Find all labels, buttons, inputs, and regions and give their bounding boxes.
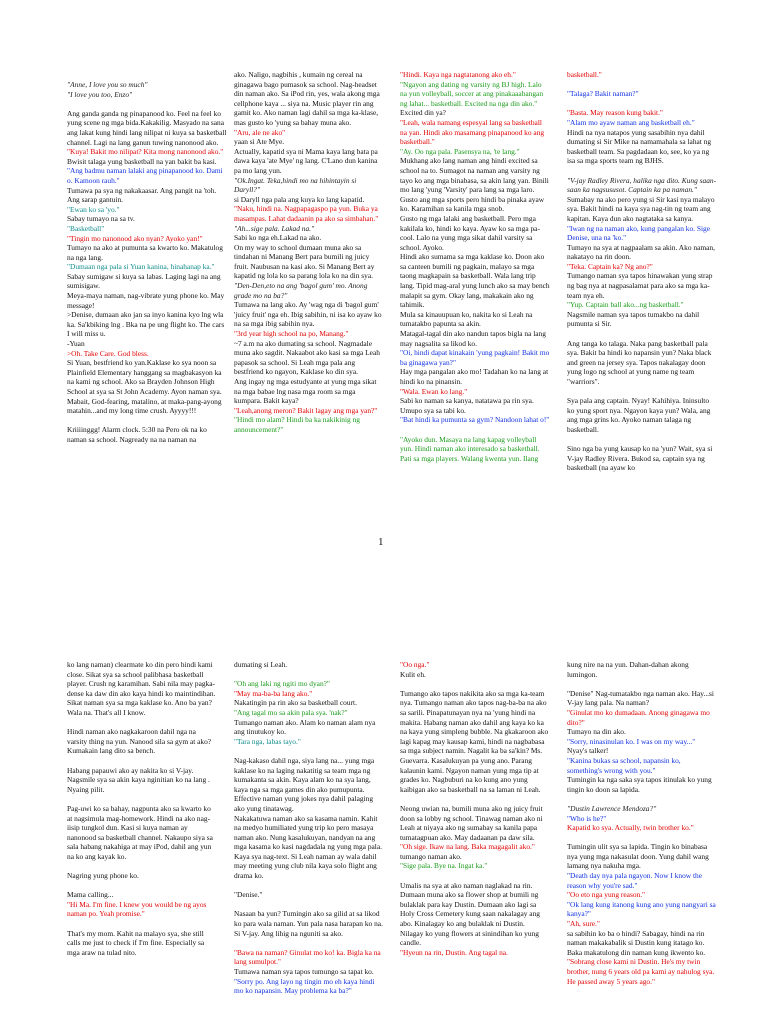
- text-line: "Denise" Nag-tumatakbo nga naman ako. Hay...si V-jay lang pala. Na naman?: [567, 688, 716, 708]
- text-line: "Ay. Oo nga pala. Pasensya na, 'te lang.": [400, 146, 520, 156]
- text-line: kung nire na na yun. Dahan-dahan akong lumingon.: [567, 660, 691, 679]
- text-line: Ang tanga ko talaga. Naka pang basketball pala sya. Bakit ba hindi ko napansin yun? Naka black and green na jersey sya. Tapos nakalagay doon yung logo ng school at yung name ng team "warriors".: [567, 338, 714, 386]
- text-line: "Basketball": [67, 223, 105, 233]
- text-line: [234, 670, 384, 680]
- text-line: "Ok lang kung itanong kung ano yung nangyari sa kanya?": [567, 899, 718, 919]
- text-line: "Dustin Lawrence Mendoza?": [567, 803, 657, 813]
- text-line: "Death day nya pala ngayon. Now I know the reason why you're sad.": [567, 871, 704, 890]
- text-line: "Oo eto nga yung reason.": [567, 890, 646, 900]
- text-line: "Tara nga, labas tayo.": [234, 736, 301, 746]
- text-line: Umalis na sya at ako naman naglakad na rin. Dumaan muna ako sa flower shop at bumili ng bulaklak para kay Dustin. Dumaan ako lagi sa Holy Cross Cemetery kung saan nakalagay ang abo. Kinalagay ko ang bulaklak ni Dustin. Nilagay ko yung flowers at sinindihan ko yung candle.: [400, 880, 542, 948]
- text-line: [400, 679, 550, 689]
- text-line: Nagsmile naman sya tapos tumakbo na dahil pumunta si Sir.: [567, 309, 702, 329]
- text-line: Tumawa naman sya tapos tumungo sa tapat ko.: [234, 967, 374, 976]
- text-line: "Who is he?": [567, 813, 607, 823]
- page2-column-1: [67, 660, 217, 1024]
- text-line: "Sorry po. Ang layo ng tingin mo eh kaya hindi mo ko napansin. May problema ka ba?": [234, 976, 377, 996]
- text-line: "Wala. Ewan ko lang.": [400, 386, 468, 396]
- text-line: >Oh. Take Care. God bless.: [67, 348, 149, 358]
- text-line: "Alam mo ayaw naman ang basketball eh.": [567, 117, 695, 127]
- text-line: "Oo nga.": [400, 660, 430, 669]
- text-line: Sya pala ang captain. Nyay! Kahihiya. Ininsulto ko yung sport nya. Ngayon kaya yun? Wala, ang ang mga grins ko. Ayoko naman talaga ng basketball.: [567, 396, 713, 434]
- page1-column-2: [234, 70, 384, 525]
- text-line: "Sorry, ninasinulan ko. I was on my way...": [567, 736, 696, 746]
- text-line: Tumingin ka nga saka sya tapos itinulak ko yung tingin ko doon sa lapida.: [567, 775, 714, 794]
- text-line: "Kanina bukas sa school, napansin ko, something's wrong with you.": [567, 755, 683, 775]
- text-line: [67, 756, 217, 766]
- text-line: "Oh sige. Ikaw na lang. Baka magagalit ako.": [400, 842, 535, 852]
- text-line: Sabi ko nga eh.Lakad na ako.: [234, 233, 322, 243]
- text-line: "Teka. Captain ka? Ng ano?": [567, 261, 653, 271]
- text-line: Bwisit talaga yung basketball na yan bakit ba kasi.: [67, 156, 217, 166]
- text-line: Ang ingay ng mga estudyante at yung mga sikat na mga babae lng nasa mga room sa mga kumpara. Bakit kaya?: [234, 377, 379, 406]
- text-line: [67, 919, 217, 929]
- text-line: [67, 718, 217, 728]
- text-line: "Ginulat mo ko dumadaan. Anong ginagawa mo dito?": [567, 707, 712, 727]
- text-line: "V-jay Radley Rivera, halika nga dito. Kung saan-saan ka nagsususot. Captain ka pa naman.": [567, 175, 717, 195]
- text-line: Sabay sumigaw si kuya sa labas. Laging lagi na ang sumisigaw.: [67, 271, 223, 291]
- text-line: Mukhang ako lang naman ang hindi excited sa school na to. Sumagot na naman ang varsity ng tayo ko ang mga binabasa, sa akin lang yan. Binili mo lang 'yung 'Varsity' para lang sa mga laro. Gusto ang mga sports pero hindi ba pinaka ayaw ko. Karamihan sa kanila mga snob.: [400, 156, 551, 214]
- text-line: "May ma-ba-ba lang ako.": [234, 688, 313, 698]
- text-line: Tumayo na ako at pumunta sa kwarto ko. Makatulog na nga lang.: [67, 243, 225, 262]
- text-line: On my way to school dumaan muna ako sa tindahan ni Manang Bert para bumili ng juicy fruit. Naubusan na kasi ako. Si Manang Bert ay kapatid ng lola ko sa parang lola ko na din sya.: [234, 242, 377, 281]
- page1-column-3: [400, 70, 550, 525]
- text-line: [67, 881, 217, 891]
- page2-column-4: [567, 660, 717, 1024]
- text-line: "Basta. May reason kung bakit.": [567, 108, 663, 118]
- text-line: Sumabay na ako pero yung si Sir kasi nya malayo sya. Bakit hindi na kaya sya nag-tin ng team ang kapitan. Kaya dun ako nagtataka sa kanya.: [567, 194, 717, 223]
- text-line: "Oh ang laki ng ngiti mo dyan?": [234, 679, 330, 689]
- text-line: Gusto ng mga lalaki ang basketball. Pero mga kakilala ko, hindi ko kaya. Ayaw ko sa mga pa-cool. Lalo na yung mga sikat dahil varsity sa school. Ayoko.: [400, 213, 540, 252]
- text-line: "Denise.": [234, 890, 263, 900]
- text-line: Hay mga pangalan ako mo! Tadahan ko na lang at hindi ko na pinansin.: [400, 367, 550, 386]
- text-line: Matagal-tagal din ako nandun tapos bigla na lang may nagsalita sa likod ko.: [400, 329, 548, 348]
- text-line: Tumawa na lang ako. Ay 'wag nga di 'bagol gum' 'juicy fruit' nga eh. Ibig sabihin, ni isa ko ayaw ko na sa mga ibig sabihin nya.: [234, 300, 384, 329]
- text-line: Tumingin ulit sya sa lapida. Tingin ko binabasa nya yung mga nakasulat doon. Yung dahil wang lamang nya nakuha mga.: [567, 842, 711, 871]
- text-line: "Oi, hindi dapat kinakain 'yung pagkain! Bakit mo ba ginagawa yan?": [400, 348, 552, 367]
- text-line: Nagring yung phone ko.: [67, 871, 139, 881]
- text-line: sa sabihin ko ba o hindi? Sabagay, hindi na rin naman makakabalik si Dustin kung itatago ko. Baka makatulong din naman kung ikwento ko.: [567, 928, 707, 957]
- text-line: "Hyeun na rin, Dustin. Ang tagal na.: [400, 947, 508, 957]
- page-number: 1: [378, 536, 384, 548]
- text-line: Pag-uwi ko sa bahay, nagpunta ako sa kwarto ko at nagsimula mag-homework. Hindi na ako nag-iisip tungkol dun. Kasi si kuya naman ay nanonood sa basketball channel. Nakaupo siya sa sala habang nakahiga at may iPod, dahil ang yun na ko ang kayak ko.: [67, 803, 215, 861]
- text-line: "Ewan ko sa 'yo.": [67, 204, 120, 214]
- text-line: "Ah...sige pala. Lakad na.": [234, 223, 315, 233]
- text-line: Meya-maya naman, nag-vibrate yung phone ko. May message!: [67, 291, 227, 310]
- text-line: [67, 794, 217, 804]
- text-line: [400, 794, 550, 804]
- text-line: si Daryll nga pala ang kuya ko lang kapatid.: [234, 194, 365, 204]
- text-line: "Ah, sure.": [567, 919, 600, 929]
- page2-column-3: [400, 660, 550, 1024]
- page1-column-1: [67, 80, 227, 535]
- text-line: [567, 80, 717, 90]
- text-line: Kapatid ko sya. Actually, twin brother ko.": [567, 823, 694, 833]
- text-line: Nag-kakaso dahil nga, siya lang na... yung mga kaklase ko na laging nakatitig sa team mga ng kumakanta sa akin. Kaya alam ko na sya lang, kaya nga sa mga games din ako pumupunta. Effective naman yung jokes nya dahil palaging ako yung tinatawag.: [234, 755, 377, 813]
- text-line: Tumango naman ako. Alam ko naman alam nya ang tinutukoy ko.: [234, 717, 378, 737]
- text-line: Umupo sya sa tabi ko.: [400, 405, 466, 415]
- text-line: >Denise, dumaan ako jan sa inyo kanina kyo lng wla ka. Sa'kbiking lng . Bka na pe ung flight ko. The cars I will miss u.: [67, 310, 227, 339]
- text-line: "Bawa na naman? Ginulat mo ko! ka. Bigla ka na lang sumulpot.": [234, 947, 383, 967]
- page2-column-2: [234, 660, 384, 1024]
- text-line: Tumango naman sya tapos hinawakan yung strap ng bag nya at nagpasalamat para ako sa mga ka-team nya eh.: [567, 271, 715, 300]
- text-line: Habang papauwi ako ay nakita ko si V-jay. Nagsmile sya sa akin kaya nginitian ko na lang . Nyaing pilit.: [67, 765, 212, 794]
- text-line: [400, 871, 550, 881]
- text-line: "Aru, ale ne ako": [234, 127, 286, 137]
- text-line: "Ayoko dun. Masaya na lang kapag volleyball yun. Hindi naman ako interesado sa basketball. Pati sa mga players. Walang kwenta yun. Ilang: [400, 434, 542, 463]
- text-line: "Sobrang close kami ni Dustin. He's my twin brother, nung 6 years old pa kami ay nahulog sya. He passed away 5 years ago.": [567, 957, 717, 986]
- text-line: Hindi na nya natapos yung sasabihin nya dahil dumating si Sir Mike na namamahala sa lahat ng basketball team. Sa pagdadaan ko, see, ko ya ng isa sa mga sports team ng BJHS.: [567, 127, 713, 166]
- text-line: Kulit eh.: [400, 669, 426, 679]
- text-line: "Sige pala. Bye na. Ingat ka.": [400, 861, 488, 871]
- text-line: Kriiiinggg! Alarm clock. 5:30 na Pero ok na ko naman sa school. Nagready na na naman na: [67, 425, 209, 444]
- text-line: [567, 679, 717, 689]
- text-line: [234, 938, 384, 948]
- text-line: Ang ganda ganda ng pinapanood ko. Feel na feel ko yung scene ng mga bida.Kakakilig. Masyado na sana ang lakat kung hindi lang nilipat ni kuya sa basketball channel. Lagi na lang ganun tuwing nanonood ako.: [67, 108, 229, 147]
- text-line: basketball.": [567, 70, 602, 79]
- text-line: "Dumaan nga pala si Yuan kanina, hinahanap ka.": [67, 262, 215, 272]
- text-line: Hindi naman ako nagkakaroon dahil nga na varsity thing na yun. Nanood sila sa gym at ako? Kumakain lang dito sa bench.: [67, 727, 213, 756]
- text-line: Nasaan ba yun? Tumingin ako sa gilid at sa likod ko para wala naman. Yun pala nasa harapan ko na. Si V-jay. Ang lihig na nguniti sa ako.: [234, 909, 385, 938]
- text-line: "Hindi. Kaya nga nagtatanong ako eh.": [400, 70, 516, 79]
- text-line: Tumayo na din ako.: [567, 727, 626, 737]
- text-line: Sabay tumayo na sa tv.: [67, 214, 135, 224]
- text-line: [67, 416, 227, 426]
- text-line: "3rd year high school na po, Manang.": [234, 329, 349, 339]
- text-line: "Leah, wala namang espesyal lang sa basketball na yan. Hindi ako masamang pinapanood ko ang basketball.": [400, 117, 546, 147]
- text-line: [567, 794, 717, 804]
- text-line: "Hi Ma. I'm fine. I knew you would be ng ayos naman po. Yeah promise.": [67, 899, 209, 919]
- text-line: [234, 881, 384, 891]
- text-line: [234, 900, 384, 910]
- text-line: "I love you too, Enzo": [67, 89, 133, 99]
- text-line: Nakakatuwa naman ako sa kasama namin. Kahit na medyo humiliated yung trip ko pero masaya naman ako. Nung kasalukuyan, nandyan na ang mga kasama ko kasi nagdadala ng yung mga pala. Kaya sya nag-text. Si Leah naman ay wala dahil may meeting yung club nila kaya solo flight ang drama ko.: [234, 813, 384, 881]
- text-line: ko lang naman) clearmate ko din pero hindi kami close. Sikat sya sa school palibhasa basketball player. Crush ng karamihan. Sabi nila may pagka-dense ka daw din ako kaya hindi ko maintindihan. Sikat naman sya sa mga kaklase ko. Ano ba yan? Wala na. That's all I know.: [67, 660, 218, 717]
- text-line: Nakatingin pa rin ako sa basketball court.: [234, 698, 357, 708]
- text-line: Tumango ako tapos nakikita ako sa mga ka-team nya. Tumango naman ako tapos nag-ba-ba na ako sa sarili. Pinapatunayan nya na 'yung hindi na makita. Habang naman ako dahil ang kaya ko ka na kaya yung simpleng bubble. Na gkakaroon ako lagi kapag may kausap kami, hindi na nagbabasa sa mga subject namin. Nagalit ka ba sa'kin? Ms. Guevarra. Kasalukuyan pa yung ano. Parang kalaunin kami. Ngayon naman yung mga tip at grades ko. Nagbuburi na ko kung ano yung kaibigan ako sa basketball na sa laman ni Leah.: [400, 688, 551, 794]
- text-line: "Tingin mo nanonood ako nyan? Ayoko yan!": [67, 233, 203, 243]
- text-line: "Ang tagal mo sa akin pala sya. 'nak?": [234, 707, 348, 717]
- page1-column-4: [567, 70, 717, 525]
- text-line: [234, 746, 384, 756]
- text-line: [67, 99, 227, 109]
- text-line: [567, 833, 717, 843]
- text-line: Neong uwian na, bumili muna ako ng juicy fruit doon sa lobby ng school. Tinawag naman ako ni Leah at niyaya ako ng sumabay sa kanila papa tumatagpuan ako. May dadaanan pa daw sila.: [400, 803, 545, 842]
- text-line: "Leah,anong meron? Bakit lagay ang mga yan?": [234, 405, 378, 415]
- text-line: "Naku, hindi na. Nagpapagaspo pa yun. Buka ya masampas. Lahat dadaanin pa ako sa simbahan.": [234, 204, 380, 223]
- text-line: Sabi ko naman sa kanya, natatawa pa rin sya.: [400, 396, 534, 406]
- text-line: [567, 387, 717, 397]
- text-line: Nyay's talker!: [567, 746, 609, 756]
- text-line: Sino nga ba yung kausap ko na 'yun? Wait, sya si V-jay Radley Rivera. Bukod sa, captain sya ng basketball (na ayaw ko: [567, 444, 715, 473]
- text-line: yaan si Ate Mye.: [234, 137, 285, 147]
- text-line: Hindi ako sumama sa mga kaklase ko. Doon ako sa canteen bumili ng pagkain, malayo sa mga taong magkapain sa basketball. Wala lang trip lang. Tipid mag-aral yung lunch ako sa may bench malapit sa gym. Okay lang, makakain ako ng tahimik.: [400, 252, 552, 310]
- text-line: "Anne, I love you so much": [67, 80, 148, 89]
- text-line: "Ngayon ang dating ng varsity ng BJ high. Lalo na yun volleyball, soccer at ang pinakaaabangan ng lahat... basketball. Excited na nga din ako.": [400, 79, 545, 108]
- text-line: -Yuan: [67, 339, 85, 349]
- text-line: "Den-Den,eto na ang 'bagol gum' mo. Anong grade mo na ba?": [234, 281, 370, 300]
- text-line: "Hindi mo alam? Hindi ba ka nakikinig ng announcement?": [234, 415, 362, 434]
- text-line: dumating si Leah.: [234, 660, 288, 669]
- text-line: [567, 435, 717, 445]
- text-line: Tumayo na sya at nagpaalam sa akin. Ako naman, nakatayo na rin doon.: [567, 242, 717, 262]
- text-line: "Ang badmu naman lalaki ang pinapanood ko. Dami o. Kamoon rauh.": [67, 166, 225, 185]
- text-line: Excited din ya?: [400, 108, 446, 118]
- text-line: ~7 a.m na ako dumating sa school. Nagmadale muna ako sagdit. Nakaabot ako kasi sa mga Leah papasok sa school. Si Leah mga pala ang bestfriend ko ngayon, Kaklase ko din sya.: [234, 338, 382, 377]
- text-line: "Iwan ng na naman ako, kung pangalan ko. Sige Denise, una na 'ko.": [567, 223, 712, 243]
- text-line: Mula sa kinauupuan ko, nakita ko si Leah na tumatakbo papunta sa akin.: [400, 309, 535, 329]
- text-line: "Talaga? Bakit naman?": [567, 89, 639, 99]
- text-line: [567, 329, 717, 339]
- text-line: [67, 861, 217, 871]
- text-line: "Kuya! Bakit mo nilipat? Kita mong nanonood ako.": [67, 147, 224, 157]
- text-line: ako. Naligo, nagbihis , kumain ng cereal na ginagawa bago pumasok sa school. Nag-headset din naman ako. Sa iPod rin, yes, wala akong mga cellphone kaya ... siya na. Music player rin ang gamit ko. Ako naman lagi dahil sa mga ka-klase, mas gusto ko 'yung sa bahay muna ako.: [234, 70, 382, 127]
- text-line: Tumawa pa sya ng nakakaasar. Ang pangit na 'toh. Ang sarap gantuin.: [67, 185, 218, 205]
- text-line: Actually, kapatid sya ni Mama kaya lang bata pa dawa kaya 'ate Mye' ng lang. C'Lano dun kanina pa mo lang yun.: [234, 146, 380, 175]
- text-line: [400, 425, 550, 435]
- text-line: "Yup. Captain ball ako...ng basketball.": [567, 300, 684, 310]
- page-gap: [0, 585, 768, 620]
- text-line: "Ok.Ingat. Teka,hindi mo na hihintayin si Daryll?": [234, 175, 359, 195]
- text-line: Mama calling...: [67, 890, 114, 900]
- text-line: That's my mom. Kahit na malayo sya, she still calls me just to check if I'm fine. Especially sa mga araw na tulad nito.: [67, 928, 207, 957]
- text-line: tumango naman ako.: [400, 851, 462, 861]
- text-line: "Bat hindi ka pumunta sa gym? Nandoon lahat o!": [400, 415, 550, 425]
- text-line: Si Yuan, bestfriend ko yan.Kaklase ko sya noon sa Plainfield Elementary hanggang sa magbakasyon ka na kami ng school. Ako sa Brayden Johnson High School at sya sa St John Academy. Ayon naman sya. Mabait, God-fearing, matalino, at maka-pang-ayong matahin...and my long time crush. Ayyyy!!!: [67, 358, 224, 416]
- text-line: [567, 166, 717, 176]
- document-page-2: [0, 620, 768, 1024]
- text-line: [567, 99, 717, 109]
